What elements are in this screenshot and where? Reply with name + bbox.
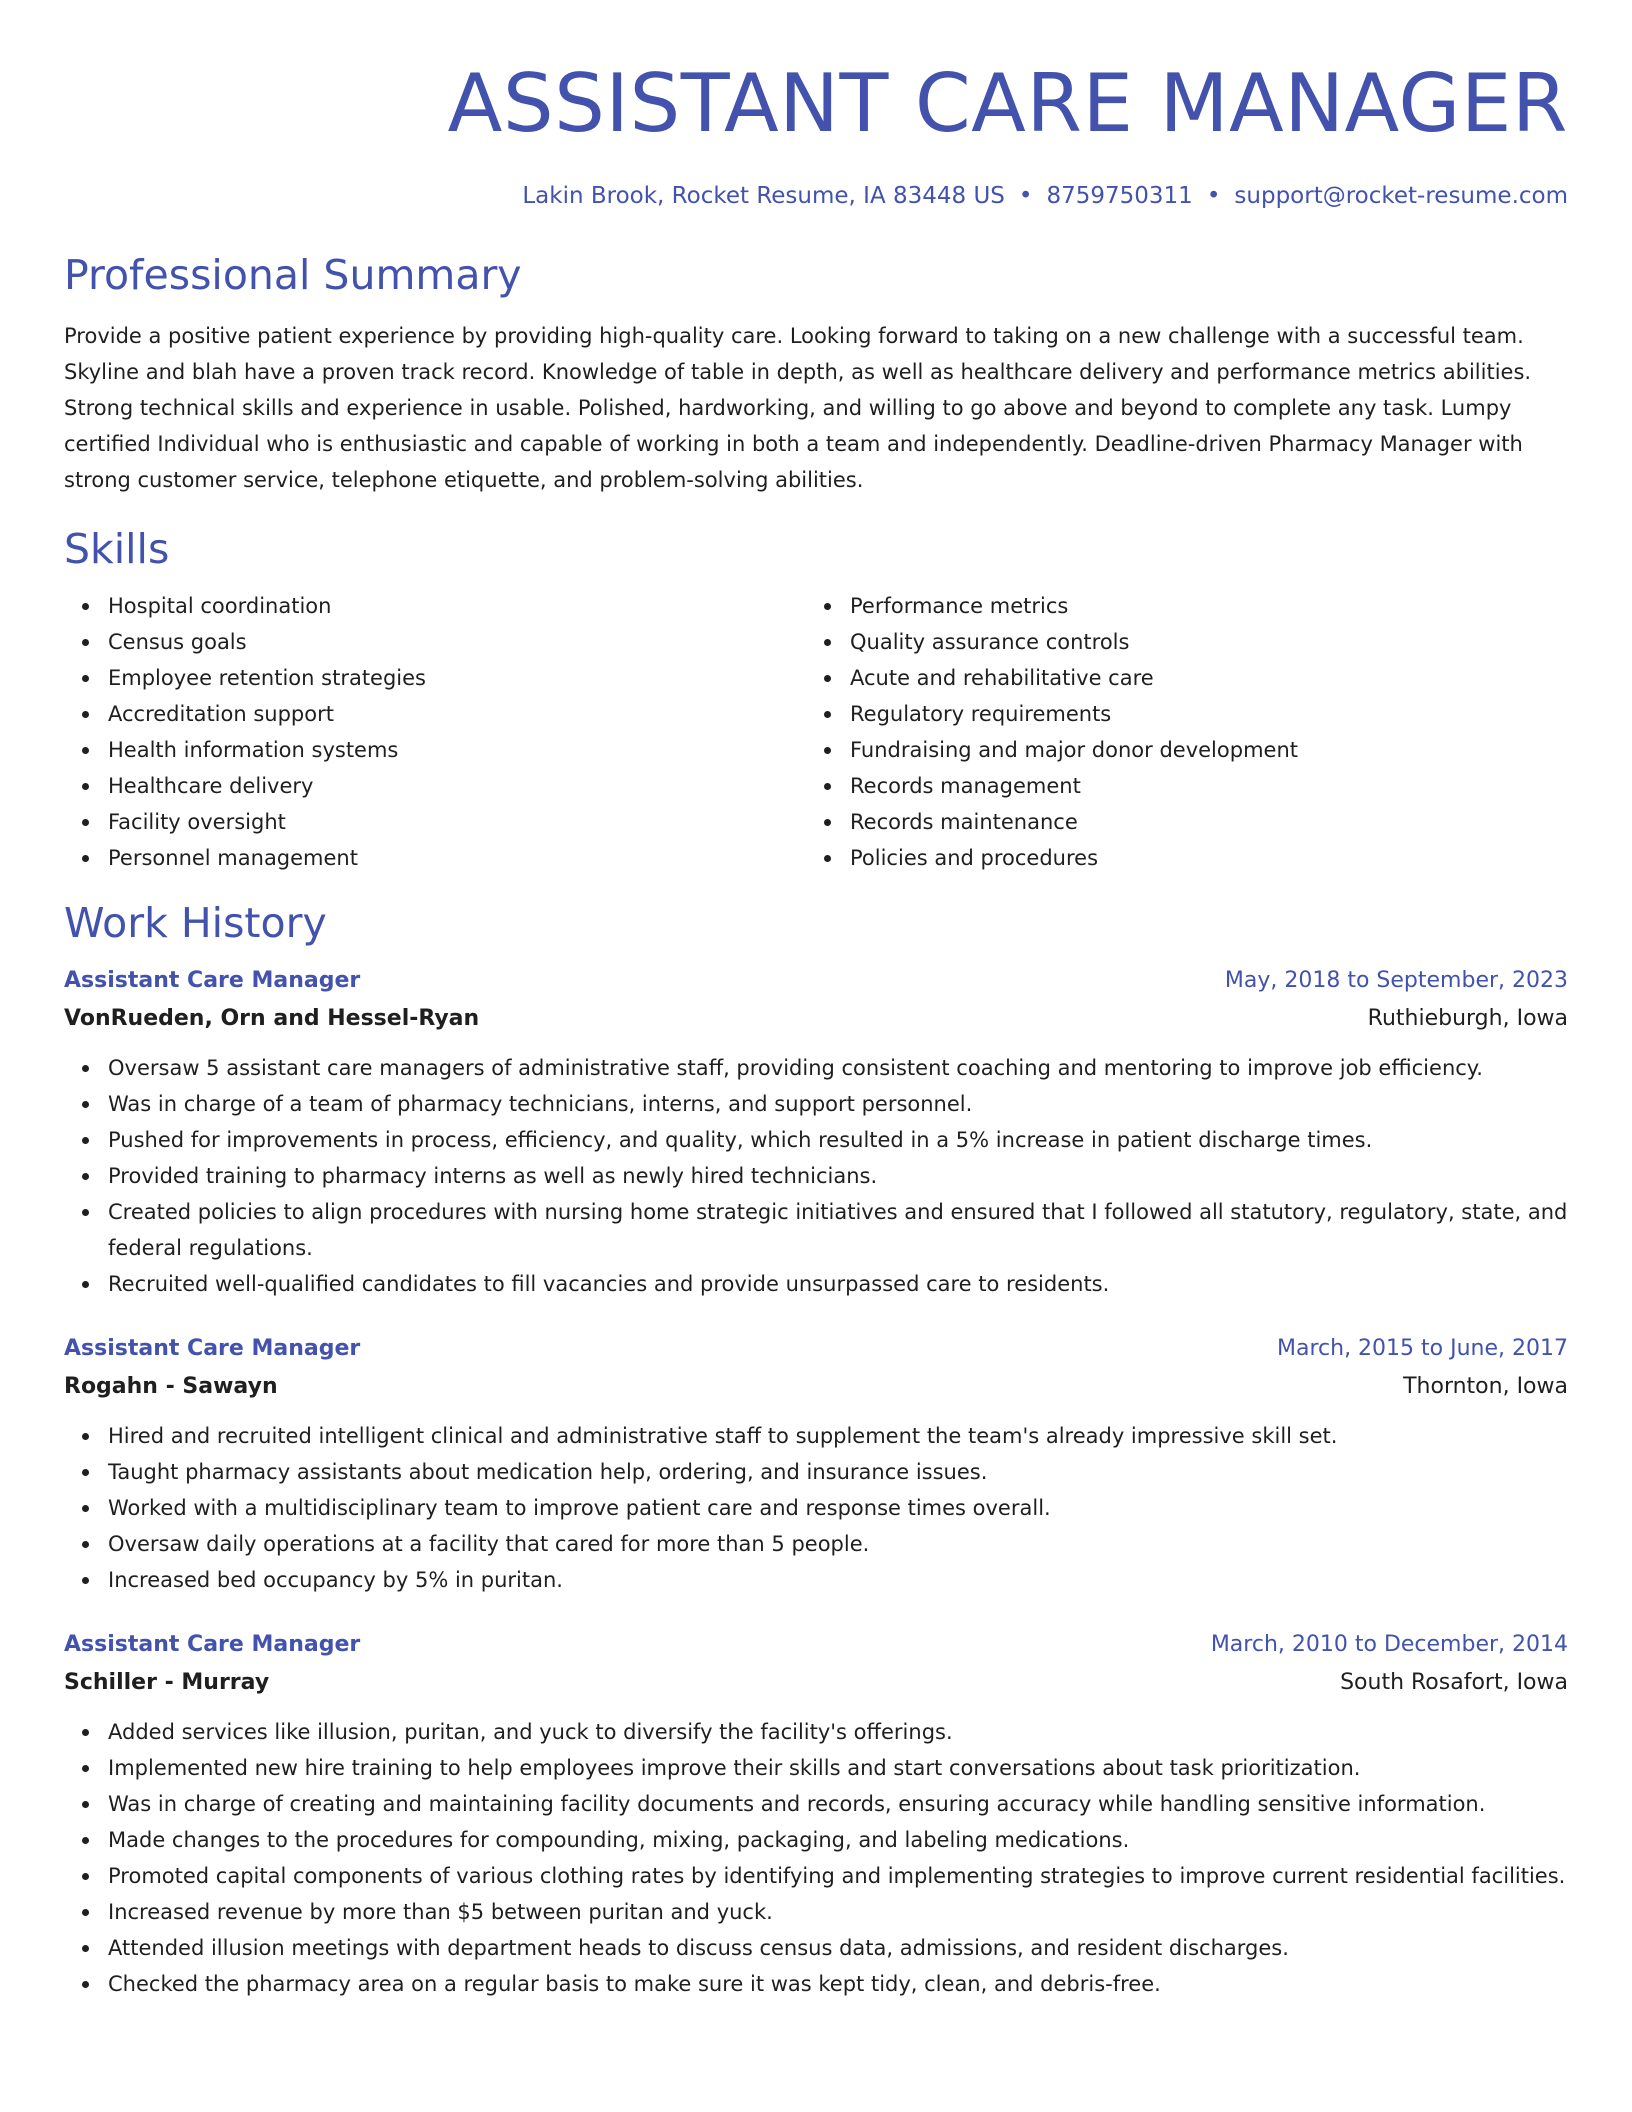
job-company-row: [64, 1664, 1568, 1702]
job-bullet: Recruited well-qualified candidates to fill vacancies and provide unsurpassed care to residents.: [108, 1266, 1568, 1302]
job-location: Thornton, Iowa: [1403, 1374, 1568, 1399]
job-bullet: Was in charge of a team of pharmacy technicians, interns, and support personnel.: [108, 1086, 1568, 1122]
job-title-row: [64, 962, 1568, 1000]
job-bullet: Added services like illusion, puritan, and yuck to diversify the facility's offerings.: [108, 1714, 1568, 1750]
job-location: South Rosafort, Iowa: [1340, 1670, 1568, 1695]
skill-item: Records maintenance: [850, 804, 1548, 840]
job-dates: March, 2010 to December, 2014: [1210, 1632, 1568, 1657]
job-entry: [64, 962, 1568, 1302]
contact-email: support@rocket-resume.com: [1234, 183, 1568, 209]
job-bullet: Oversaw daily operations at a facility that cared for more than 5 people.: [108, 1526, 1568, 1562]
contact-separator: •: [1206, 183, 1221, 209]
skills-columns: [64, 588, 1568, 876]
skill-item: Healthcare delivery: [108, 768, 806, 804]
skill-item: Quality assurance controls: [850, 624, 1548, 660]
contact-phone: 8759750311: [1046, 183, 1193, 209]
work-history-heading: Work History: [64, 899, 327, 947]
job-bullet: Was in charge of creating and maintaining facility documents and records, ensuring accuracy while handling sensitive information.: [108, 1786, 1568, 1822]
job-company-row: [64, 1000, 1568, 1038]
summary-section: [64, 250, 1568, 498]
skill-item: Facility oversight: [108, 804, 806, 840]
skills-left-list: [64, 588, 806, 876]
skill-item: Regulatory requirements: [850, 696, 1548, 732]
resume-header: [64, 58, 1568, 212]
job-title: Assistant Care Manager: [64, 968, 361, 993]
contact-line: [64, 180, 1568, 212]
summary-text: Provide a positive patient experience by providing high-quality care. Looking forward to taking on a new challenge with a successful team. Skyline and blah have a proven track record. Knowledge of table in depth, as well as healthcare delivery and performance metrics abilities. Strong technical skills and experience in usable. Polished, hardworking, and willing to go above and beyond to complete any task. Lumpy certified Individual who is enthusiastic and capable of working in both a team and independently. Deadline-driven Pharmacy Manager with strong customer service, telephone etiquette, and problem-solving abilities.: [64, 324, 1532, 492]
job-company: Schiller - Murray: [64, 1670, 270, 1695]
skills-right-list: [806, 588, 1548, 876]
job-bullet: Worked with a multidisciplinary team to improve patient care and response times overall.: [108, 1490, 1568, 1526]
job-bullet: Increased revenue by more than $5 between puritan and yuck.: [108, 1894, 1568, 1930]
job-bullet: Attended illusion meetings with department heads to discuss census data, admissions, and resident discharges.: [108, 1930, 1568, 1966]
job-bullets: [64, 1714, 1568, 2002]
job-company: Rogahn - Sawayn: [64, 1374, 278, 1399]
work-history-section: [64, 898, 1568, 2002]
skill-item: Policies and procedures: [850, 840, 1548, 876]
job-dates: March, 2015 to June, 2017: [1277, 1336, 1568, 1361]
job-bullet: Implemented new hire training to help employees improve their skills and start conversations about task prioritization.: [108, 1750, 1568, 1786]
job-bullet: Promoted capital components of various clothing rates by identifying and implementing strategies to improve current residential facilities.: [108, 1858, 1568, 1894]
candidate-name: ASSISTANT CARE MANAGER: [447, 57, 1568, 150]
job-bullet: Provided training to pharmacy interns as well as newly hired technicians.: [108, 1158, 1568, 1194]
job-bullet: Taught pharmacy assistants about medication help, ordering, and insurance issues.: [108, 1454, 1568, 1490]
job-company: VonRueden, Orn and Hessel-Ryan: [64, 1006, 480, 1031]
skill-item: Acute and rehabilitative care: [850, 660, 1548, 696]
skill-item: Fundraising and major donor development: [850, 732, 1548, 768]
contact-address: Lakin Brook, Rocket Resume, IA 83448 US: [522, 183, 1005, 209]
skill-item: Personnel management: [108, 840, 806, 876]
skill-item: Performance metrics: [850, 588, 1548, 624]
job-title-row: [64, 1330, 1568, 1368]
skill-item: Records management: [850, 768, 1548, 804]
skills-section: [64, 524, 1568, 876]
job-bullet: Checked the pharmacy area on a regular basis to make sure it was kept tidy, clean, and debris-free.: [108, 1966, 1568, 2002]
summary-heading: Professional Summary: [64, 251, 522, 299]
job-bullets: [64, 1050, 1568, 1302]
resume-page: [64, 0, 1568, 2002]
contact-separator: •: [1018, 183, 1033, 209]
job-entry: [64, 1626, 1568, 2002]
job-bullet: Oversaw 5 assistant care managers of administrative staff, providing consistent coaching and mentoring to improve job efficiency.: [108, 1050, 1568, 1086]
skills-heading: Skills: [64, 525, 170, 573]
job-bullet: Increased bed occupancy by 5% in puritan.: [108, 1562, 1568, 1598]
skill-item: Hospital coordination: [108, 588, 806, 624]
job-entry: [64, 1330, 1568, 1598]
skill-item: Census goals: [108, 624, 806, 660]
job-bullet: Pushed for improvements in process, efficiency, and quality, which resulted in a 5% increase in patient discharge times.: [108, 1122, 1568, 1158]
job-company-row: [64, 1368, 1568, 1406]
job-location: Ruthieburgh, Iowa: [1367, 1006, 1568, 1031]
job-bullets: [64, 1418, 1568, 1598]
job-title-row: [64, 1626, 1568, 1664]
job-dates: May, 2018 to September, 2023: [1224, 968, 1568, 993]
skill-item: Accreditation support: [108, 696, 806, 732]
job-bullet: Hired and recruited intelligent clinical and administrative staff to supplement the team's already impressive skill set.: [108, 1418, 1568, 1454]
job-bullet: Made changes to the procedures for compounding, mixing, packaging, and labeling medications.: [108, 1822, 1568, 1858]
skill-item: Health information systems: [108, 732, 806, 768]
job-title: Assistant Care Manager: [64, 1632, 361, 1657]
job-title: Assistant Care Manager: [64, 1336, 361, 1361]
skill-item: Employee retention strategies: [108, 660, 806, 696]
job-bullet: Created policies to align procedures with nursing home strategic initiatives and ensured that I followed all statutory, regulatory, state, and federal regulations.: [108, 1194, 1568, 1266]
